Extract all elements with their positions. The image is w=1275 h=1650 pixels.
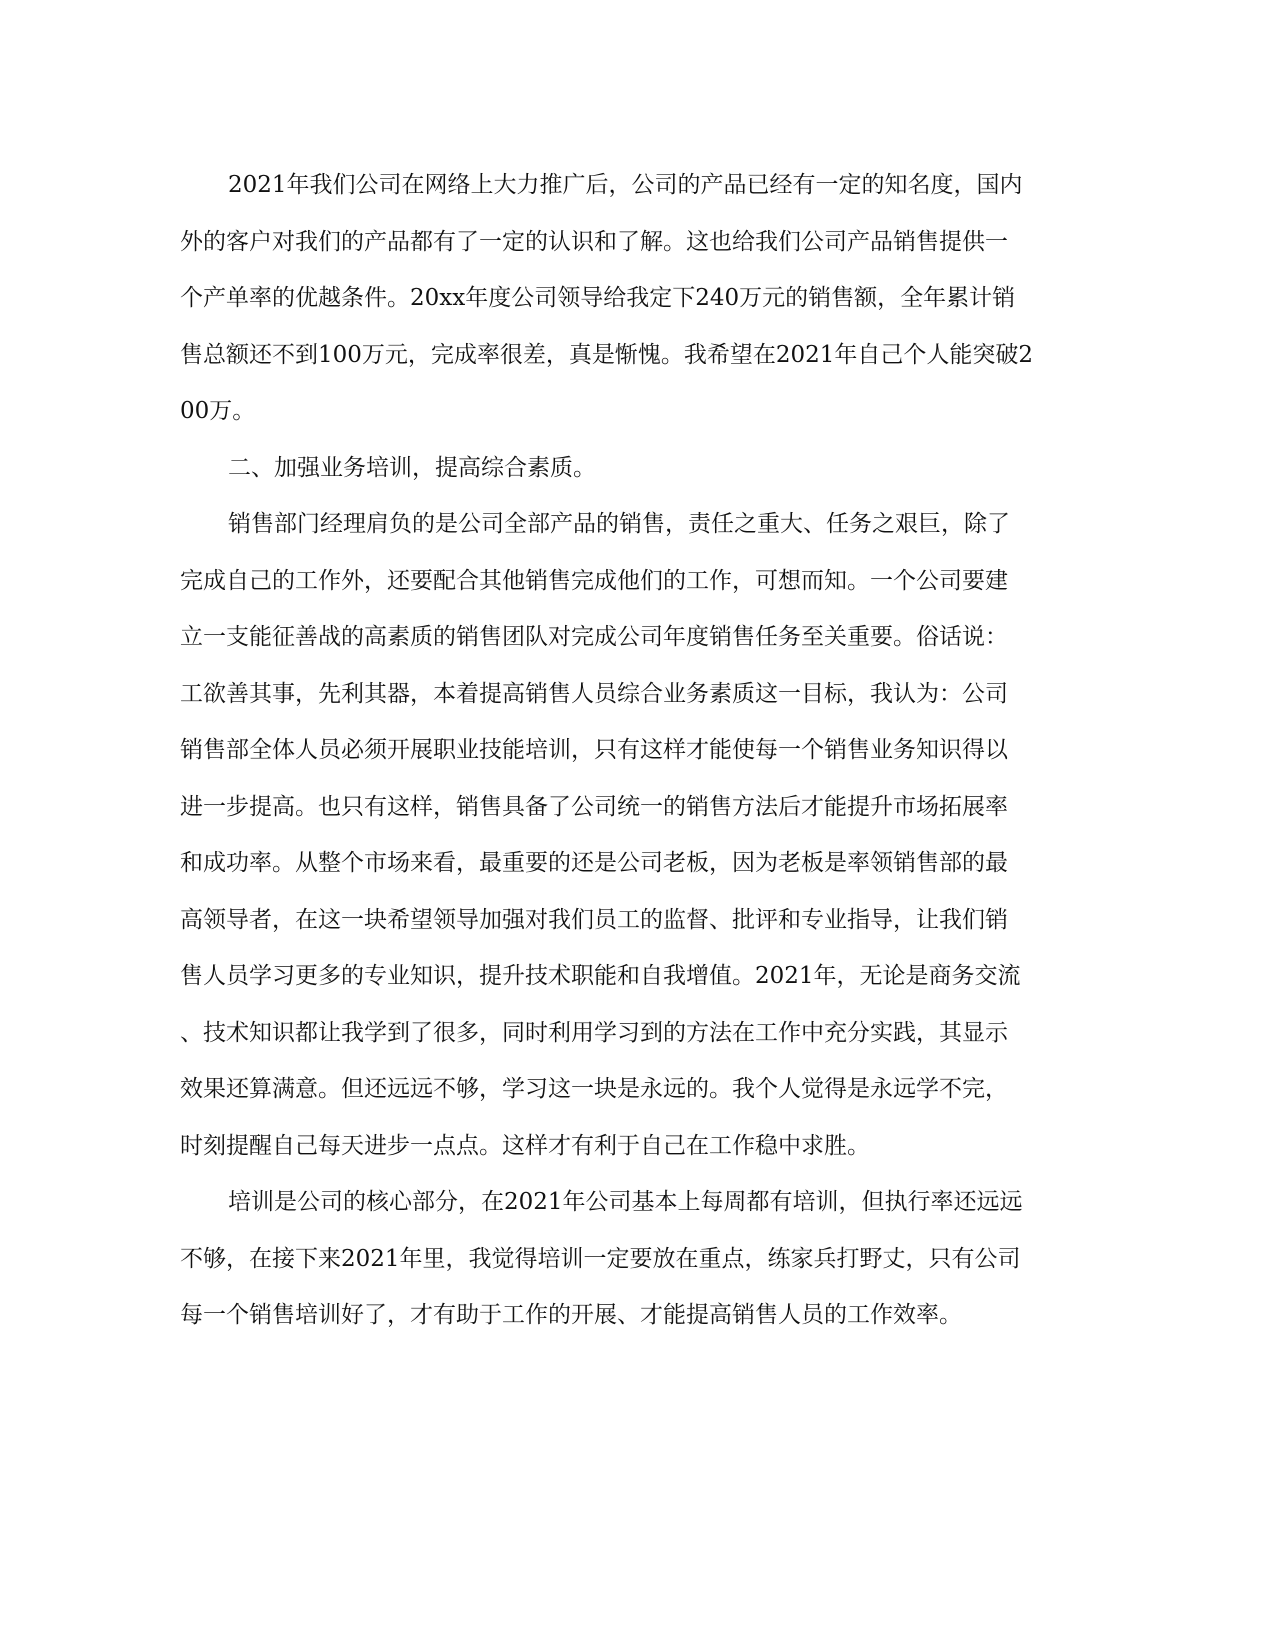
section-heading: 二、加强业务培训，提高综合素质。 (228, 455, 596, 481)
paragraph-3-line-3: 每一个销售培训好了，才有助于工作的开展、才能提高销售人员的工作效率。 (180, 1302, 962, 1328)
paragraph-1-line-5: 00万。 (180, 398, 256, 424)
paragraph-1-line-2: 外的客户对我们的产品都有了一定的认识和了解。这也给我们公司产品销售提供一 (180, 229, 1008, 255)
paragraph-2-line-11: 效果还算满意。但还远远不够，学习这一块是永远的。我个人觉得是永远学不完， (180, 1076, 1008, 1102)
paragraph-2-line-1: 销售部门经理肩负的是公司全部产品的销售，责任之重大、任务之艰巨，除了 (228, 511, 1010, 537)
paragraph-2-line-3: 立一支能征善战的高素质的销售团队对完成公司年度销售任务至关重要。俗话说： (180, 624, 1008, 650)
paragraph-2-line-7: 和成功率。从整个市场来看，最重要的还是公司老板，因为老板是率领销售部的最 (180, 850, 1008, 876)
paragraph-2-line-9: 售人员学习更多的专业知识，提升技术职能和自我增值。2021年，无论是商务交流 (180, 963, 1021, 989)
paragraph-2-line-10: 、技术知识都让我学到了很多，同时利用学习到的方法在工作中充分实践，其显示 (180, 1020, 1008, 1046)
paragraph-3-line-1: 培训是公司的核心部分，在2021年公司基本上每周都有培训，但执行率还远远 (228, 1189, 1023, 1215)
paragraph-2-line-12: 时刻提醒自己每天进步一点点。这样才有利于自己在工作稳中求胜。 (180, 1133, 870, 1159)
paragraph-2-line-4: 工欲善其事，先利其器，本着提高销售人员综合业务素质这一目标，我认为：公司 (180, 681, 1008, 707)
paragraph-2-line-5: 销售部全体人员必须开展职业技能培训，只有这样才能使每一个销售业务知识得以 (180, 737, 1008, 763)
paragraph-3-line-2: 不够，在接下来2021年里，我觉得培训一定要放在重点，练家兵打野丈，只有公司 (180, 1246, 1021, 1272)
paragraph-1-line-4: 售总额还不到100万元，完成率很差，真是惭愧。我希望在2021年自己个人能突破2 (180, 342, 1034, 368)
paragraph-1-line-3: 个产单率的优越条件。20xx年度公司领导给我定下240万元的销售额，全年累计销 (180, 285, 1016, 311)
paragraph-1-line-1: 2021年我们公司在网络上大力推广后，公司的产品已经有一定的知名度，国内 (228, 172, 1023, 198)
paragraph-2-line-6: 进一步提高。也只有这样，销售具备了公司统一的销售方法后才能提升市场拓展率 (180, 794, 1008, 820)
paragraph-2-line-2: 完成自己的工作外，还要配合其他销售完成他们的工作，可想而知。一个公司要建 (180, 568, 1008, 594)
paragraph-2-line-8: 高领导者，在这一块希望领导加强对我们员工的监督、批评和专业指导，让我们销 (180, 907, 1008, 933)
